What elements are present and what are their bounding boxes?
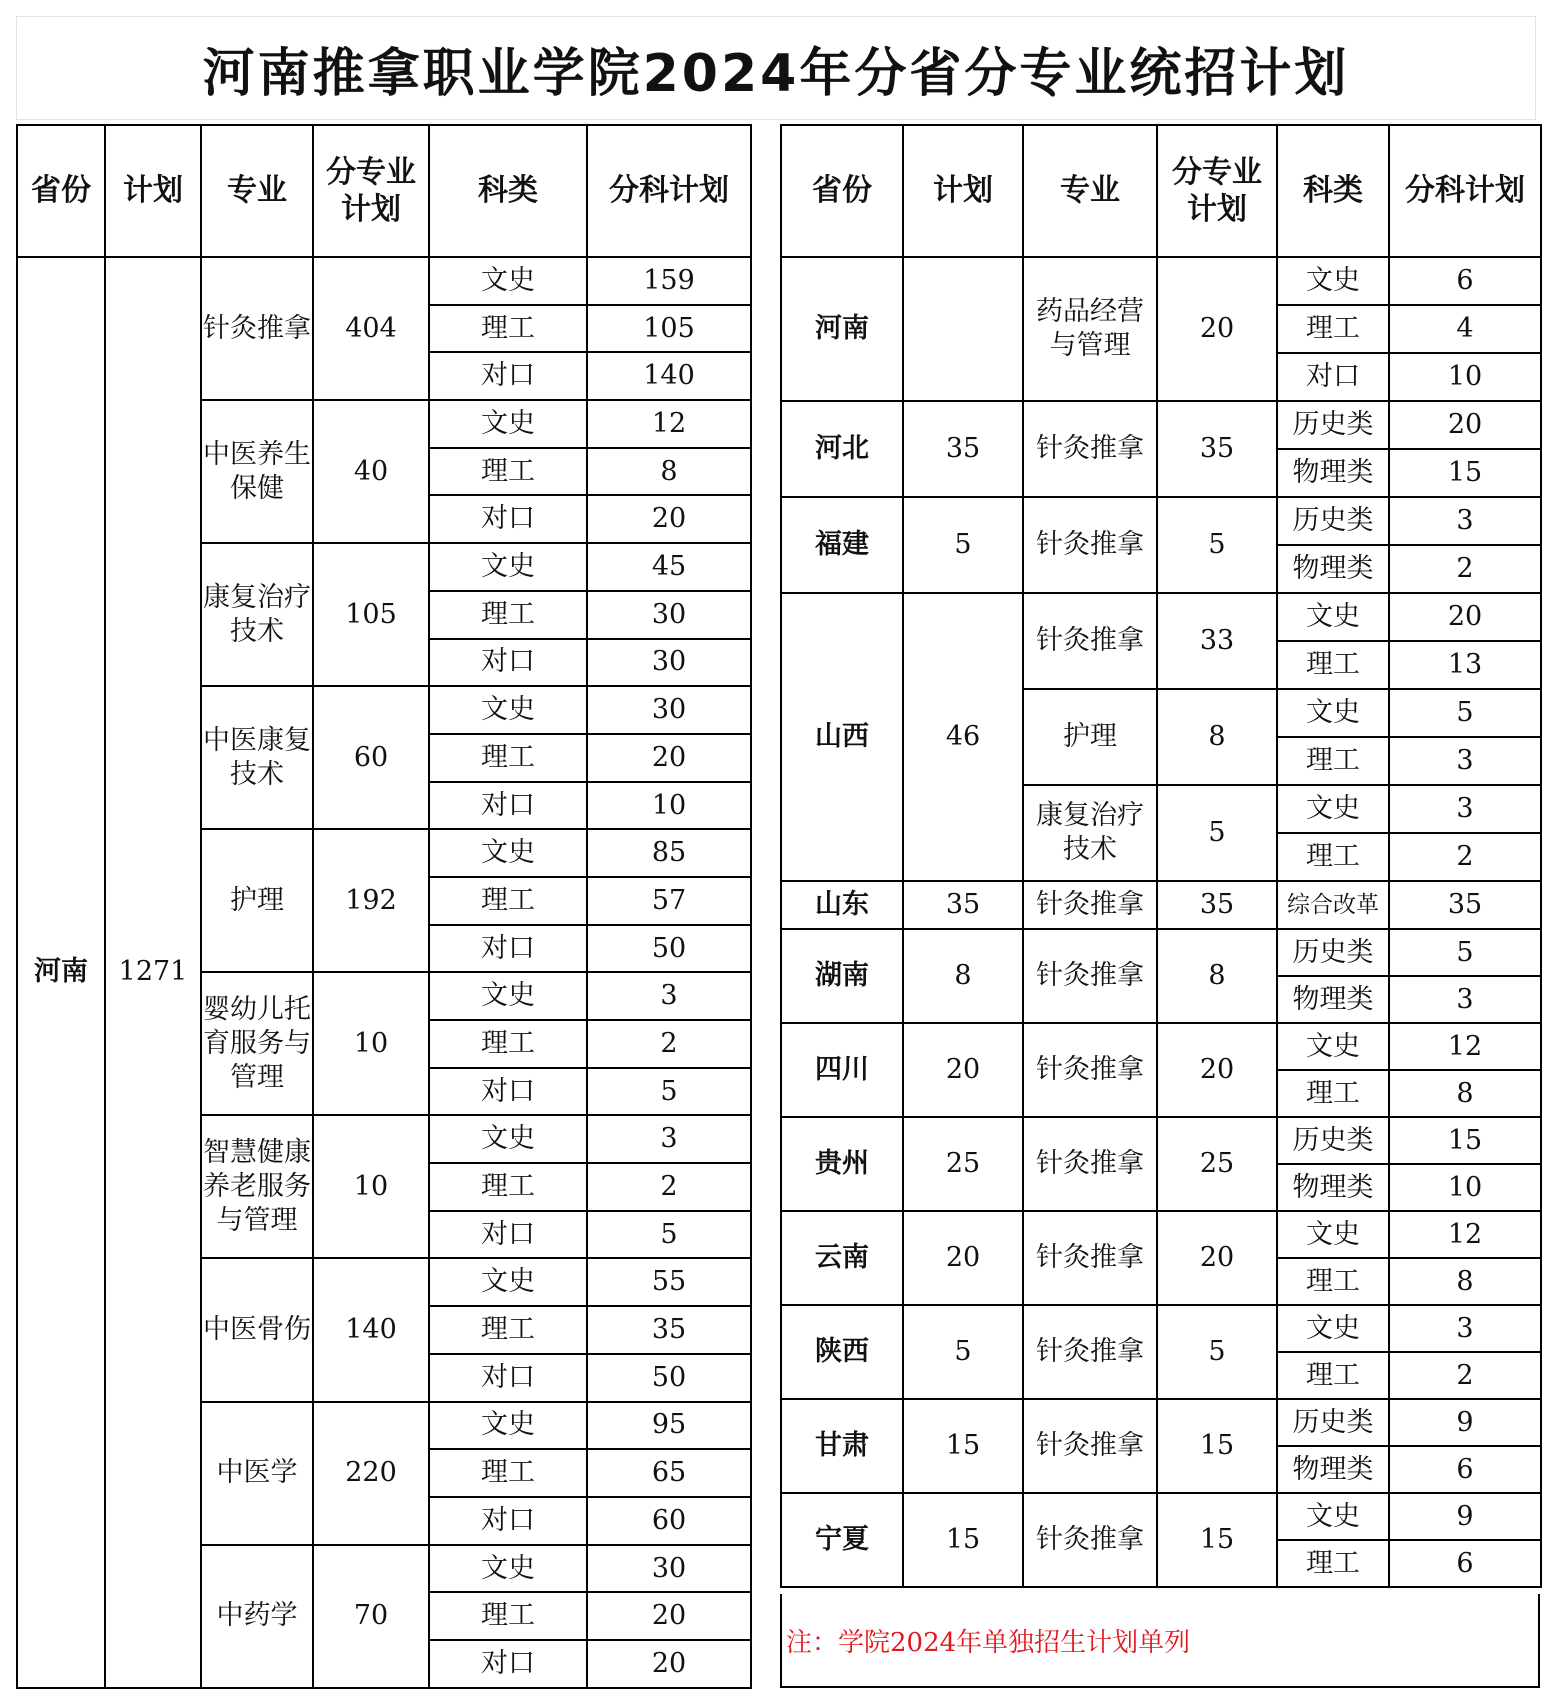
category-plan-cell: 2 <box>1389 1352 1541 1399</box>
major-cell: 智慧健康养老服务与管理 <box>201 1115 313 1258</box>
category-plan-cell: 20 <box>587 1640 751 1688</box>
category-plan-cell: 2 <box>1389 833 1541 881</box>
category-plan-cell: 20 <box>587 495 751 543</box>
major-plan-cell: 15 <box>1157 1493 1277 1587</box>
header-category-plan: 分科计划 <box>1389 125 1541 257</box>
plan-cell: 20 <box>903 1023 1023 1117</box>
header-category-plan: 分科计划 <box>587 125 751 257</box>
major-cell: 婴幼儿托育服务与管理 <box>201 972 313 1115</box>
category-plan-cell: 5 <box>587 1211 751 1259</box>
category-cell: 理工 <box>429 1592 587 1640</box>
category-cell: 文史 <box>1277 1023 1389 1070</box>
category-plan-cell: 3 <box>1389 976 1541 1023</box>
category-cell: 对口 <box>429 1640 587 1688</box>
category-plan-cell: 2 <box>587 1163 751 1211</box>
table-row <box>781 881 1541 929</box>
major-plan-cell: 10 <box>313 1115 429 1258</box>
province-cell: 河南 <box>17 257 105 1688</box>
category-cell: 对口 <box>429 1354 587 1402</box>
major-plan-cell: 5 <box>1157 1305 1277 1399</box>
province-cell: 宁夏 <box>781 1493 903 1587</box>
category-plan-cell: 5 <box>1389 689 1541 737</box>
category-plan-cell: 10 <box>587 782 751 830</box>
major-cell: 针灸推拿 <box>1023 1493 1157 1587</box>
major-plan-cell: 70 <box>313 1545 429 1688</box>
plan-cell <box>903 257 1023 401</box>
major-plan-cell: 404 <box>313 257 429 400</box>
category-plan-cell: 3 <box>587 972 751 1020</box>
category-plan-cell: 10 <box>1389 353 1541 401</box>
category-plan-cell: 159 <box>587 257 751 305</box>
major-plan-cell: 40 <box>313 400 429 543</box>
category-cell: 文史 <box>1277 785 1389 833</box>
category-plan-cell: 45 <box>587 543 751 591</box>
category-plan-cell: 13 <box>1389 641 1541 689</box>
category-cell: 理工 <box>1277 1352 1389 1399</box>
category-cell: 历史类 <box>1277 1399 1389 1446</box>
category-plan-cell: 30 <box>587 591 751 639</box>
major-cell: 针灸推拿 <box>1023 497 1157 593</box>
category-cell: 对口 <box>429 1497 587 1545</box>
category-cell: 理工 <box>429 1306 587 1354</box>
category-plan-cell: 20 <box>587 734 751 782</box>
category-plan-cell: 95 <box>587 1402 751 1450</box>
category-plan-cell: 12 <box>1389 1211 1541 1258</box>
table-row <box>781 1493 1541 1540</box>
header-category: 科类 <box>429 125 587 257</box>
category-cell: 对口 <box>429 352 587 400</box>
table-row <box>781 1305 1541 1352</box>
province-cell: 陕西 <box>781 1305 903 1399</box>
table-row <box>781 1023 1541 1070</box>
table-row <box>781 929 1541 976</box>
plan-cell: 1271 <box>105 257 201 1688</box>
category-plan-cell: 60 <box>587 1497 751 1545</box>
major-plan-cell: 5 <box>1157 785 1277 881</box>
category-plan-cell: 2 <box>1389 545 1541 593</box>
province-cell: 河南 <box>781 257 903 401</box>
header-major-plan: 分专业计划 <box>313 125 429 257</box>
category-plan-cell: 2 <box>587 1020 751 1068</box>
province-cell: 福建 <box>781 497 903 593</box>
category-plan-cell: 3 <box>1389 1305 1541 1352</box>
major-plan-cell: 33 <box>1157 593 1277 689</box>
category-cell: 理工 <box>1277 1258 1389 1305</box>
category-cell: 文史 <box>429 1545 587 1593</box>
major-plan-cell: 140 <box>313 1258 429 1401</box>
category-cell: 文史 <box>429 829 587 877</box>
category-plan-cell: 50 <box>587 1354 751 1402</box>
major-plan-cell: 192 <box>313 829 429 972</box>
category-cell: 文史 <box>429 1115 587 1163</box>
province-cell: 云南 <box>781 1211 903 1305</box>
header-row <box>17 125 751 257</box>
left-plan-table <box>16 124 752 1689</box>
category-plan-cell: 6 <box>1389 257 1541 305</box>
major-cell: 中医康复技术 <box>201 686 313 829</box>
category-cell: 文史 <box>429 972 587 1020</box>
table-row <box>781 1399 1541 1446</box>
category-cell: 对口 <box>429 925 587 973</box>
plan-cell: 35 <box>903 881 1023 929</box>
page-title: 河南推拿职业学院2024年分省分专业统招计划 <box>16 16 1536 120</box>
header-category: 科类 <box>1277 125 1389 257</box>
major-cell: 中医骨伤 <box>201 1258 313 1401</box>
category-cell: 理工 <box>1277 737 1389 785</box>
category-plan-cell: 9 <box>1389 1493 1541 1540</box>
category-plan-cell: 105 <box>587 305 751 353</box>
major-cell: 针灸推拿 <box>201 257 313 400</box>
category-cell: 物理类 <box>1277 976 1389 1023</box>
table-row <box>781 1211 1541 1258</box>
header-row <box>781 125 1541 257</box>
major-cell: 针灸推拿 <box>1023 881 1157 929</box>
category-plan-cell: 8 <box>1389 1070 1541 1117</box>
major-cell: 针灸推拿 <box>1023 1117 1157 1211</box>
category-plan-cell: 4 <box>1389 305 1541 353</box>
category-plan-cell: 30 <box>587 639 751 687</box>
category-cell: 文史 <box>429 686 587 734</box>
category-plan-cell: 3 <box>587 1115 751 1163</box>
major-plan-cell: 105 <box>313 543 429 686</box>
category-cell: 文史 <box>1277 689 1389 737</box>
category-plan-cell: 12 <box>587 400 751 448</box>
major-cell: 针灸推拿 <box>1023 1305 1157 1399</box>
category-plan-cell: 8 <box>1389 1258 1541 1305</box>
header-province: 省份 <box>781 125 903 257</box>
major-cell: 中医学 <box>201 1402 313 1545</box>
major-cell: 药品经营与管理 <box>1023 257 1157 401</box>
category-cell: 理工 <box>429 591 587 639</box>
major-cell: 中药学 <box>201 1545 313 1688</box>
category-cell: 理工 <box>429 1449 587 1497</box>
table-row <box>781 593 1541 641</box>
category-cell: 理工 <box>1277 641 1389 689</box>
category-cell: 理工 <box>1277 833 1389 881</box>
major-plan-cell: 8 <box>1157 929 1277 1023</box>
category-cell: 文史 <box>1277 257 1389 305</box>
major-cell: 康复治疗技术 <box>201 543 313 686</box>
category-cell: 对口 <box>429 1068 587 1116</box>
header-major: 专业 <box>201 125 313 257</box>
province-cell: 山西 <box>781 593 903 881</box>
category-plan-cell: 12 <box>1389 1023 1541 1070</box>
plan-cell: 8 <box>903 929 1023 1023</box>
category-cell: 综合改革 <box>1277 881 1389 929</box>
major-cell: 针灸推拿 <box>1023 1399 1157 1493</box>
major-plan-cell: 20 <box>1157 257 1277 401</box>
category-plan-cell: 15 <box>1389 449 1541 497</box>
major-plan-cell: 25 <box>1157 1117 1277 1211</box>
major-plan-cell: 20 <box>1157 1211 1277 1305</box>
category-cell: 对口 <box>429 782 587 830</box>
category-plan-cell: 5 <box>587 1068 751 1116</box>
category-cell: 理工 <box>1277 305 1389 353</box>
footnote: 注：学院2024年单独招生计划单列 <box>786 1628 1191 1658</box>
category-cell: 文史 <box>429 543 587 591</box>
category-plan-cell: 35 <box>1389 881 1541 929</box>
province-cell: 山东 <box>781 881 903 929</box>
major-plan-cell: 35 <box>1157 881 1277 929</box>
category-plan-cell: 6 <box>1389 1446 1541 1493</box>
province-cell: 河北 <box>781 401 903 497</box>
category-plan-cell: 9 <box>1389 1399 1541 1446</box>
category-plan-cell: 20 <box>1389 593 1541 641</box>
category-cell: 物理类 <box>1277 545 1389 593</box>
major-cell: 康复治疗技术 <box>1023 785 1157 881</box>
major-cell: 针灸推拿 <box>1023 593 1157 689</box>
header-major: 专业 <box>1023 125 1157 257</box>
category-plan-cell: 30 <box>587 686 751 734</box>
category-cell: 文史 <box>429 1402 587 1450</box>
category-cell: 历史类 <box>1277 401 1389 449</box>
right-plan-table <box>780 124 1542 1588</box>
plan-cell: 5 <box>903 1305 1023 1399</box>
category-cell: 理工 <box>429 448 587 496</box>
category-cell: 文史 <box>1277 1493 1389 1540</box>
major-cell: 针灸推拿 <box>1023 401 1157 497</box>
category-plan-cell: 3 <box>1389 737 1541 785</box>
category-cell: 理工 <box>429 877 587 925</box>
category-plan-cell: 140 <box>587 352 751 400</box>
header-plan: 计划 <box>903 125 1023 257</box>
major-plan-cell: 10 <box>313 972 429 1115</box>
category-cell: 历史类 <box>1277 1117 1389 1164</box>
category-cell: 理工 <box>429 1020 587 1068</box>
category-plan-cell: 55 <box>587 1258 751 1306</box>
major-cell: 针灸推拿 <box>1023 1211 1157 1305</box>
major-plan-cell: 15 <box>1157 1399 1277 1493</box>
category-cell: 文史 <box>429 1258 587 1306</box>
category-plan-cell: 6 <box>1389 1540 1541 1587</box>
category-plan-cell: 57 <box>587 877 751 925</box>
category-cell: 理工 <box>429 734 587 782</box>
table-row <box>781 1117 1541 1164</box>
major-cell: 中医养生保健 <box>201 400 313 543</box>
header-province: 省份 <box>17 125 105 257</box>
category-cell: 对口 <box>1277 353 1389 401</box>
category-cell: 物理类 <box>1277 1164 1389 1211</box>
plan-cell: 46 <box>903 593 1023 881</box>
category-plan-cell: 50 <box>587 925 751 973</box>
major-plan-cell: 220 <box>313 1402 429 1545</box>
table-row <box>781 497 1541 545</box>
category-cell: 历史类 <box>1277 929 1389 976</box>
category-cell: 对口 <box>429 1211 587 1259</box>
category-cell: 文史 <box>1277 593 1389 641</box>
category-cell: 文史 <box>1277 1211 1389 1258</box>
major-cell: 针灸推拿 <box>1023 1023 1157 1117</box>
category-cell: 历史类 <box>1277 497 1389 545</box>
major-cell: 护理 <box>201 829 313 972</box>
category-plan-cell: 10 <box>1389 1164 1541 1211</box>
category-plan-cell: 85 <box>587 829 751 877</box>
category-cell: 文史 <box>1277 1305 1389 1352</box>
category-cell: 物理类 <box>1277 449 1389 497</box>
table-row <box>781 401 1541 449</box>
category-plan-cell: 30 <box>587 1545 751 1593</box>
category-plan-cell: 20 <box>587 1592 751 1640</box>
category-cell: 物理类 <box>1277 1446 1389 1493</box>
major-plan-cell: 60 <box>313 686 429 829</box>
province-cell: 四川 <box>781 1023 903 1117</box>
table-row <box>17 257 751 305</box>
category-plan-cell: 3 <box>1389 497 1541 545</box>
province-cell: 湖南 <box>781 929 903 1023</box>
category-cell: 理工 <box>1277 1070 1389 1117</box>
header-plan: 计划 <box>105 125 201 257</box>
major-plan-cell: 20 <box>1157 1023 1277 1117</box>
category-cell: 理工 <box>429 1163 587 1211</box>
category-plan-cell: 3 <box>1389 785 1541 833</box>
major-plan-cell: 8 <box>1157 689 1277 785</box>
category-cell: 理工 <box>1277 1540 1389 1587</box>
category-plan-cell: 20 <box>1389 401 1541 449</box>
plan-cell: 5 <box>903 497 1023 593</box>
category-plan-cell: 8 <box>587 448 751 496</box>
category-plan-cell: 35 <box>587 1306 751 1354</box>
major-cell: 护理 <box>1023 689 1157 785</box>
category-plan-cell: 5 <box>1389 929 1541 976</box>
major-cell: 针灸推拿 <box>1023 929 1157 1023</box>
header-major-plan: 分专业计划 <box>1157 125 1277 257</box>
plan-cell: 15 <box>903 1399 1023 1493</box>
category-cell: 对口 <box>429 495 587 543</box>
plan-cell: 15 <box>903 1493 1023 1587</box>
plan-cell: 35 <box>903 401 1023 497</box>
table-row <box>781 257 1541 305</box>
category-plan-cell: 15 <box>1389 1117 1541 1164</box>
category-cell: 理工 <box>429 305 587 353</box>
category-cell: 文史 <box>429 257 587 305</box>
category-cell: 对口 <box>429 639 587 687</box>
major-plan-cell: 35 <box>1157 401 1277 497</box>
plan-cell: 20 <box>903 1211 1023 1305</box>
major-plan-cell: 5 <box>1157 497 1277 593</box>
plan-cell: 25 <box>903 1117 1023 1211</box>
province-cell: 甘肃 <box>781 1399 903 1493</box>
province-cell: 贵州 <box>781 1117 903 1211</box>
category-plan-cell: 65 <box>587 1449 751 1497</box>
category-cell: 文史 <box>429 400 587 448</box>
